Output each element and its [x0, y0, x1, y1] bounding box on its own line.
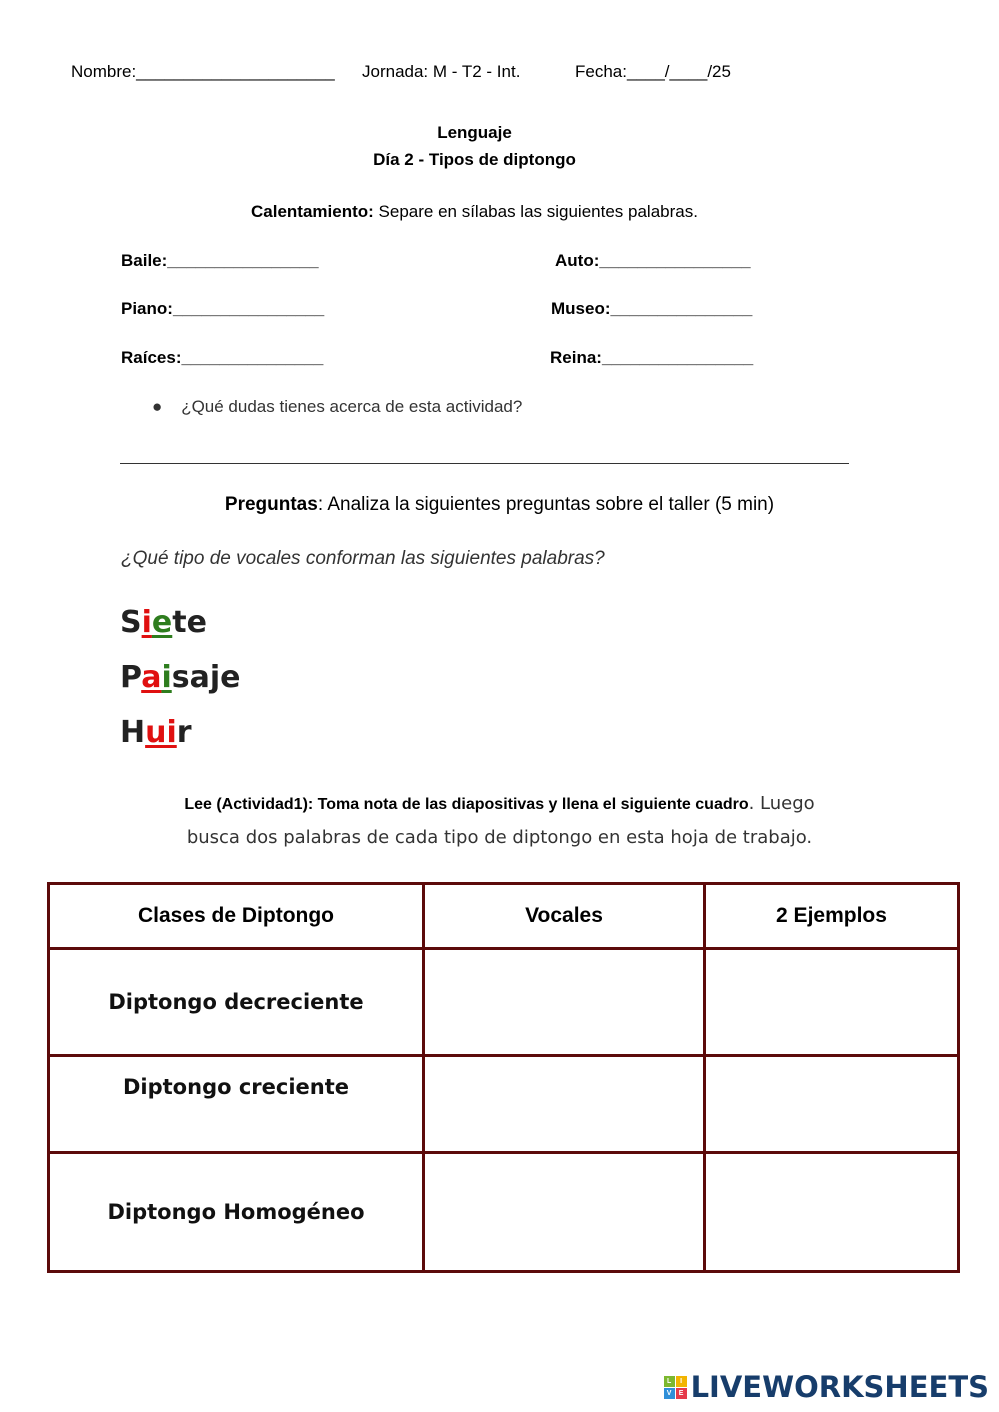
date-field[interactable]: Fecha:____/____/25	[575, 62, 731, 81]
ejemplos-cell[interactable]	[705, 1056, 959, 1153]
word-letter: S	[120, 605, 142, 640]
logo-letter: L	[664, 1376, 675, 1387]
vocales-cell[interactable]	[424, 1056, 705, 1153]
jornada-label: Jornada: M - T2 - Int.	[362, 62, 521, 81]
word-letter: H	[120, 715, 146, 750]
word-letter: te	[172, 605, 207, 640]
day-title: Día 2 - Tipos de diptongo	[373, 150, 576, 169]
word-siete	[120, 605, 207, 641]
logo-squares-icon	[664, 1376, 687, 1399]
baile-field[interactable]: Baile:________________	[121, 251, 319, 270]
logo-letter: I	[676, 1376, 687, 1387]
preguntas-label: Preguntas	[224, 494, 318, 515]
liveworksheets-logo	[664, 1372, 989, 1404]
preguntas-text: : Analiza la siguientes preguntas sobre el taller (5 min)	[317, 494, 775, 515]
bullet-icon: ●	[152, 397, 163, 416]
piano-field[interactable]: Piano:________________	[121, 299, 325, 318]
doubts-text: ¿Qué dudas tienes acerca de esta actividad?	[181, 397, 523, 416]
activity-bold: Lee (Actividad1): Toma nota de las diapositivas y llena el siguiente cuadro	[184, 796, 749, 813]
word-letter: P	[120, 660, 142, 695]
activity-instruction	[0, 793, 999, 815]
word-letter: saje	[171, 660, 241, 695]
activity-after: . Luego	[748, 793, 815, 814]
subject-title: Lenguaje	[437, 123, 512, 142]
row-label: Diptongo decreciente	[49, 949, 424, 1056]
row-label: Diptongo Homogéneo	[49, 1153, 424, 1272]
vowel-closed: i	[161, 660, 172, 695]
reina-field[interactable]: Reina:________________	[550, 348, 754, 367]
doubts-question	[152, 397, 522, 417]
vowel-closed: i	[141, 605, 152, 640]
vowel-open: a	[141, 660, 162, 695]
header-ejemplos: 2 Ejemplos	[705, 884, 959, 949]
vowel-open: e	[151, 605, 173, 640]
vowel-closed-pair: ui	[145, 715, 177, 750]
warmup-instruction	[0, 202, 949, 222]
logo-letter: E	[676, 1388, 687, 1399]
diphthong-table	[47, 882, 960, 1273]
word-paisaje	[120, 660, 240, 696]
warmup-label: Calentamiento:	[251, 202, 374, 221]
preguntas-instruction	[25, 494, 974, 517]
word-letter: r	[176, 715, 192, 750]
ejemplos-cell[interactable]	[705, 1153, 959, 1272]
header-clases: Clases de Diptongo	[49, 884, 424, 949]
vocales-cell[interactable]	[424, 1153, 705, 1272]
raices-field[interactable]: Raíces:_______________	[121, 348, 324, 367]
header-vocales: Vocales	[424, 884, 705, 949]
museo-field[interactable]: Museo:_______________	[551, 299, 753, 318]
vowels-question: ¿Qué tipo de vocales conforman las siguientes palabras?	[121, 548, 605, 569]
logo-text: LIVEWORKSHEETS	[690, 1370, 989, 1404]
word-huir	[120, 715, 192, 751]
answer-line[interactable]	[120, 463, 849, 464]
logo-letter: V	[664, 1388, 675, 1399]
warmup-text: Separe en sílabas las siguientes palabras.	[373, 202, 698, 221]
vocales-cell[interactable]	[424, 949, 705, 1056]
ejemplos-cell[interactable]	[705, 949, 959, 1056]
auto-field[interactable]: Auto:________________	[555, 251, 751, 270]
activity-line2: busca dos palabras de cada tipo de diptongo en esta hoja de trabajo.	[186, 827, 813, 848]
row-label: Diptongo creciente	[49, 1056, 424, 1153]
name-field[interactable]: Nombre:_____________________	[71, 62, 335, 81]
